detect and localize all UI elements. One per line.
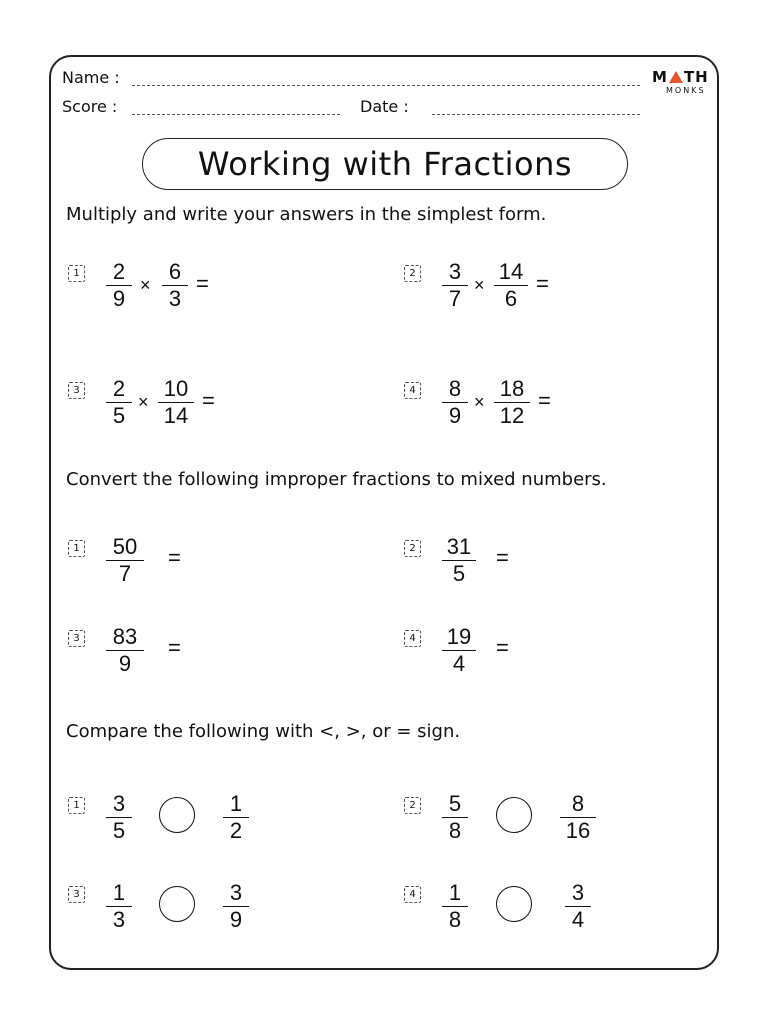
numerator: 3	[571, 880, 585, 905]
fraction	[106, 535, 144, 586]
denominator: 4	[571, 907, 585, 932]
fraction	[223, 881, 249, 932]
date-line[interactable]	[432, 114, 640, 115]
problem-number: 3	[68, 886, 85, 903]
numerator: 50	[112, 534, 138, 559]
equals-sign: =	[168, 635, 181, 660]
convert-instruction: Convert the following improper fractions to mixed numbers.	[66, 469, 607, 490]
title-box	[142, 138, 628, 190]
numerator: 8	[571, 791, 585, 816]
equals-sign: =	[196, 271, 209, 296]
worksheet-border	[49, 55, 719, 970]
numerator: 18	[499, 376, 525, 401]
numerator: 2	[112, 376, 126, 401]
score-line[interactable]	[132, 114, 340, 115]
numerator: 83	[112, 624, 138, 649]
problem-number: 1	[68, 797, 85, 814]
score-label: Score :	[62, 97, 118, 116]
denominator: 8	[448, 907, 462, 932]
times-sign: ×	[474, 275, 485, 295]
denominator: 16	[565, 818, 591, 843]
numerator: 3	[448, 259, 462, 284]
numerator: 19	[446, 624, 472, 649]
denominator: 7	[448, 286, 462, 311]
name-line[interactable]	[132, 85, 640, 86]
numerator: 1	[448, 880, 462, 905]
denominator: 9	[112, 286, 126, 311]
times-sign: ×	[140, 275, 151, 295]
answer-circle[interactable]	[159, 886, 195, 922]
compare-instruction: Compare the following with <, >, or = sign.	[66, 721, 461, 742]
equals-sign: =	[538, 388, 551, 413]
denominator: 8	[448, 818, 462, 843]
problem-number: 1	[68, 540, 85, 557]
denominator: 6	[504, 286, 518, 311]
fraction	[106, 625, 144, 676]
name-label: Name :	[62, 68, 120, 87]
numerator: 3	[112, 791, 126, 816]
numerator: 3	[229, 880, 243, 905]
problem-number: 3	[68, 382, 85, 399]
fraction	[223, 792, 249, 843]
fraction	[442, 377, 468, 428]
numerator: 1	[229, 791, 243, 816]
date-label: Date :	[360, 97, 409, 116]
times-sign: ×	[474, 392, 485, 412]
denominator: 4	[452, 651, 466, 676]
denominator: 5	[112, 818, 126, 843]
fraction	[158, 377, 194, 428]
denominator: 3	[112, 907, 126, 932]
fraction	[106, 881, 132, 932]
fraction	[162, 260, 188, 311]
math-monks-logo	[652, 68, 712, 95]
numerator: 8	[448, 376, 462, 401]
logo-text-right: TH	[683, 68, 709, 86]
numerator: 6	[168, 259, 182, 284]
denominator: 9	[448, 403, 462, 428]
fraction	[442, 260, 468, 311]
fraction	[565, 881, 591, 932]
fraction	[442, 881, 468, 932]
problem-number: 4	[404, 886, 421, 903]
answer-circle[interactable]	[159, 797, 195, 833]
fraction	[106, 377, 132, 428]
equals-sign: =	[496, 545, 509, 570]
fraction	[494, 260, 528, 311]
problem-number: 4	[404, 630, 421, 647]
denominator: 7	[118, 561, 132, 586]
numerator: 2	[112, 259, 126, 284]
logo-subtext: MONKS	[666, 86, 706, 95]
numerator: 1	[112, 880, 126, 905]
fraction	[560, 792, 596, 843]
fraction	[106, 792, 132, 843]
denominator: 5	[112, 403, 126, 428]
denominator: 5	[452, 561, 466, 586]
fraction	[442, 625, 476, 676]
numerator: 10	[163, 376, 189, 401]
answer-circle[interactable]	[496, 797, 532, 833]
denominator: 2	[229, 818, 243, 843]
numerator: 5	[448, 791, 462, 816]
logo-triangle-icon	[669, 71, 683, 83]
fraction	[106, 260, 132, 311]
denominator: 9	[229, 907, 243, 932]
fraction	[442, 535, 476, 586]
denominator: 9	[118, 651, 132, 676]
numerator: 31	[446, 534, 472, 559]
fraction	[442, 792, 468, 843]
equals-sign: =	[202, 388, 215, 413]
problem-number: 2	[404, 797, 421, 814]
equals-sign: =	[168, 545, 181, 570]
problem-number: 4	[404, 382, 421, 399]
problem-number: 3	[68, 630, 85, 647]
times-sign: ×	[138, 392, 149, 412]
logo-text-left: M	[652, 68, 668, 86]
denominator: 3	[168, 286, 182, 311]
denominator: 14	[163, 403, 189, 428]
denominator: 12	[499, 403, 525, 428]
equals-sign: =	[496, 635, 509, 660]
answer-circle[interactable]	[496, 886, 532, 922]
equals-sign: =	[536, 271, 549, 296]
problem-number: 2	[404, 540, 421, 557]
problem-number: 1	[68, 265, 85, 282]
problem-number: 2	[404, 265, 421, 282]
numerator: 14	[498, 259, 524, 284]
fraction	[494, 377, 530, 428]
multiply-instruction: Multiply and write your answers in the simplest form.	[66, 204, 547, 225]
page-title: Working with Fractions	[197, 145, 573, 183]
